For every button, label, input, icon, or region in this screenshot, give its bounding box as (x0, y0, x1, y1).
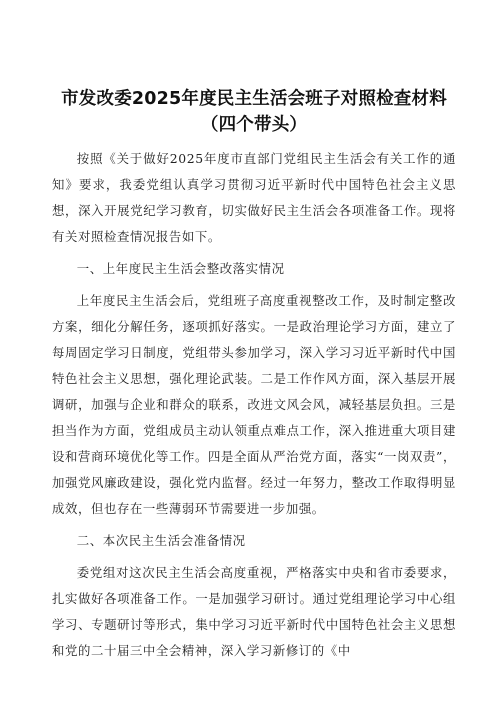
intro-paragraph: 按照《关于做好2025年度市直部门党组民主生活会有关工作的通知》要求，我委党组认真学习贯彻习近平新时代中国特色社会主义思想，深入开展党纪学习教育，切实做好民主生活会各项准备工作。现将有关对照检查情况报告如下。 (52, 151, 456, 244)
section-heading-2: 二、本次民主生活会准备情况 (76, 533, 246, 548)
section-heading-1: 一、上年度民主生活会整改落实情况 (76, 261, 285, 276)
document-title: 市发改委2025年度民主生活会班子对照检查材料（四个带头） (61, 89, 447, 135)
section-body-1: 上年度民主生活会后，党组班子高度重视整改工作，及时制定整改方案，细化分解任务，逐项抓好落实。一是政治理论学习方面，建立了每周固定学习日制度，党组带头参加学习，深入学习习近平新时代中国特色社会主义思想，强化理论武装。二是工作作风方面，深入基层开展调研，加强与企业和群众的联系，改进文风会风，减轻基层负担。三是担当作为方面，党组成员主动认领重点难点工作，深入推进重大项目建设和营商环境优化等工作。四是全面从严治党方面，落实“一岗双责”，加强党风廉政建设，强化党内监督。经过一年努力，整改工作取得明显成效，但也存在一些薄弱环节需要进一步加强。 (52, 293, 456, 516)
section-body-2: 委党组对这次民主生活会高度重视，严格落实中央和省市委要求，扎实做好各项准备工作。一是加强学习研讨。通过党组理论学习中心组学习、专题研讨等形式，集中学习习近平新时代中国特色社会主义思想和党的二十届三中全会精神，深入学习新修订的《中 (52, 565, 456, 658)
